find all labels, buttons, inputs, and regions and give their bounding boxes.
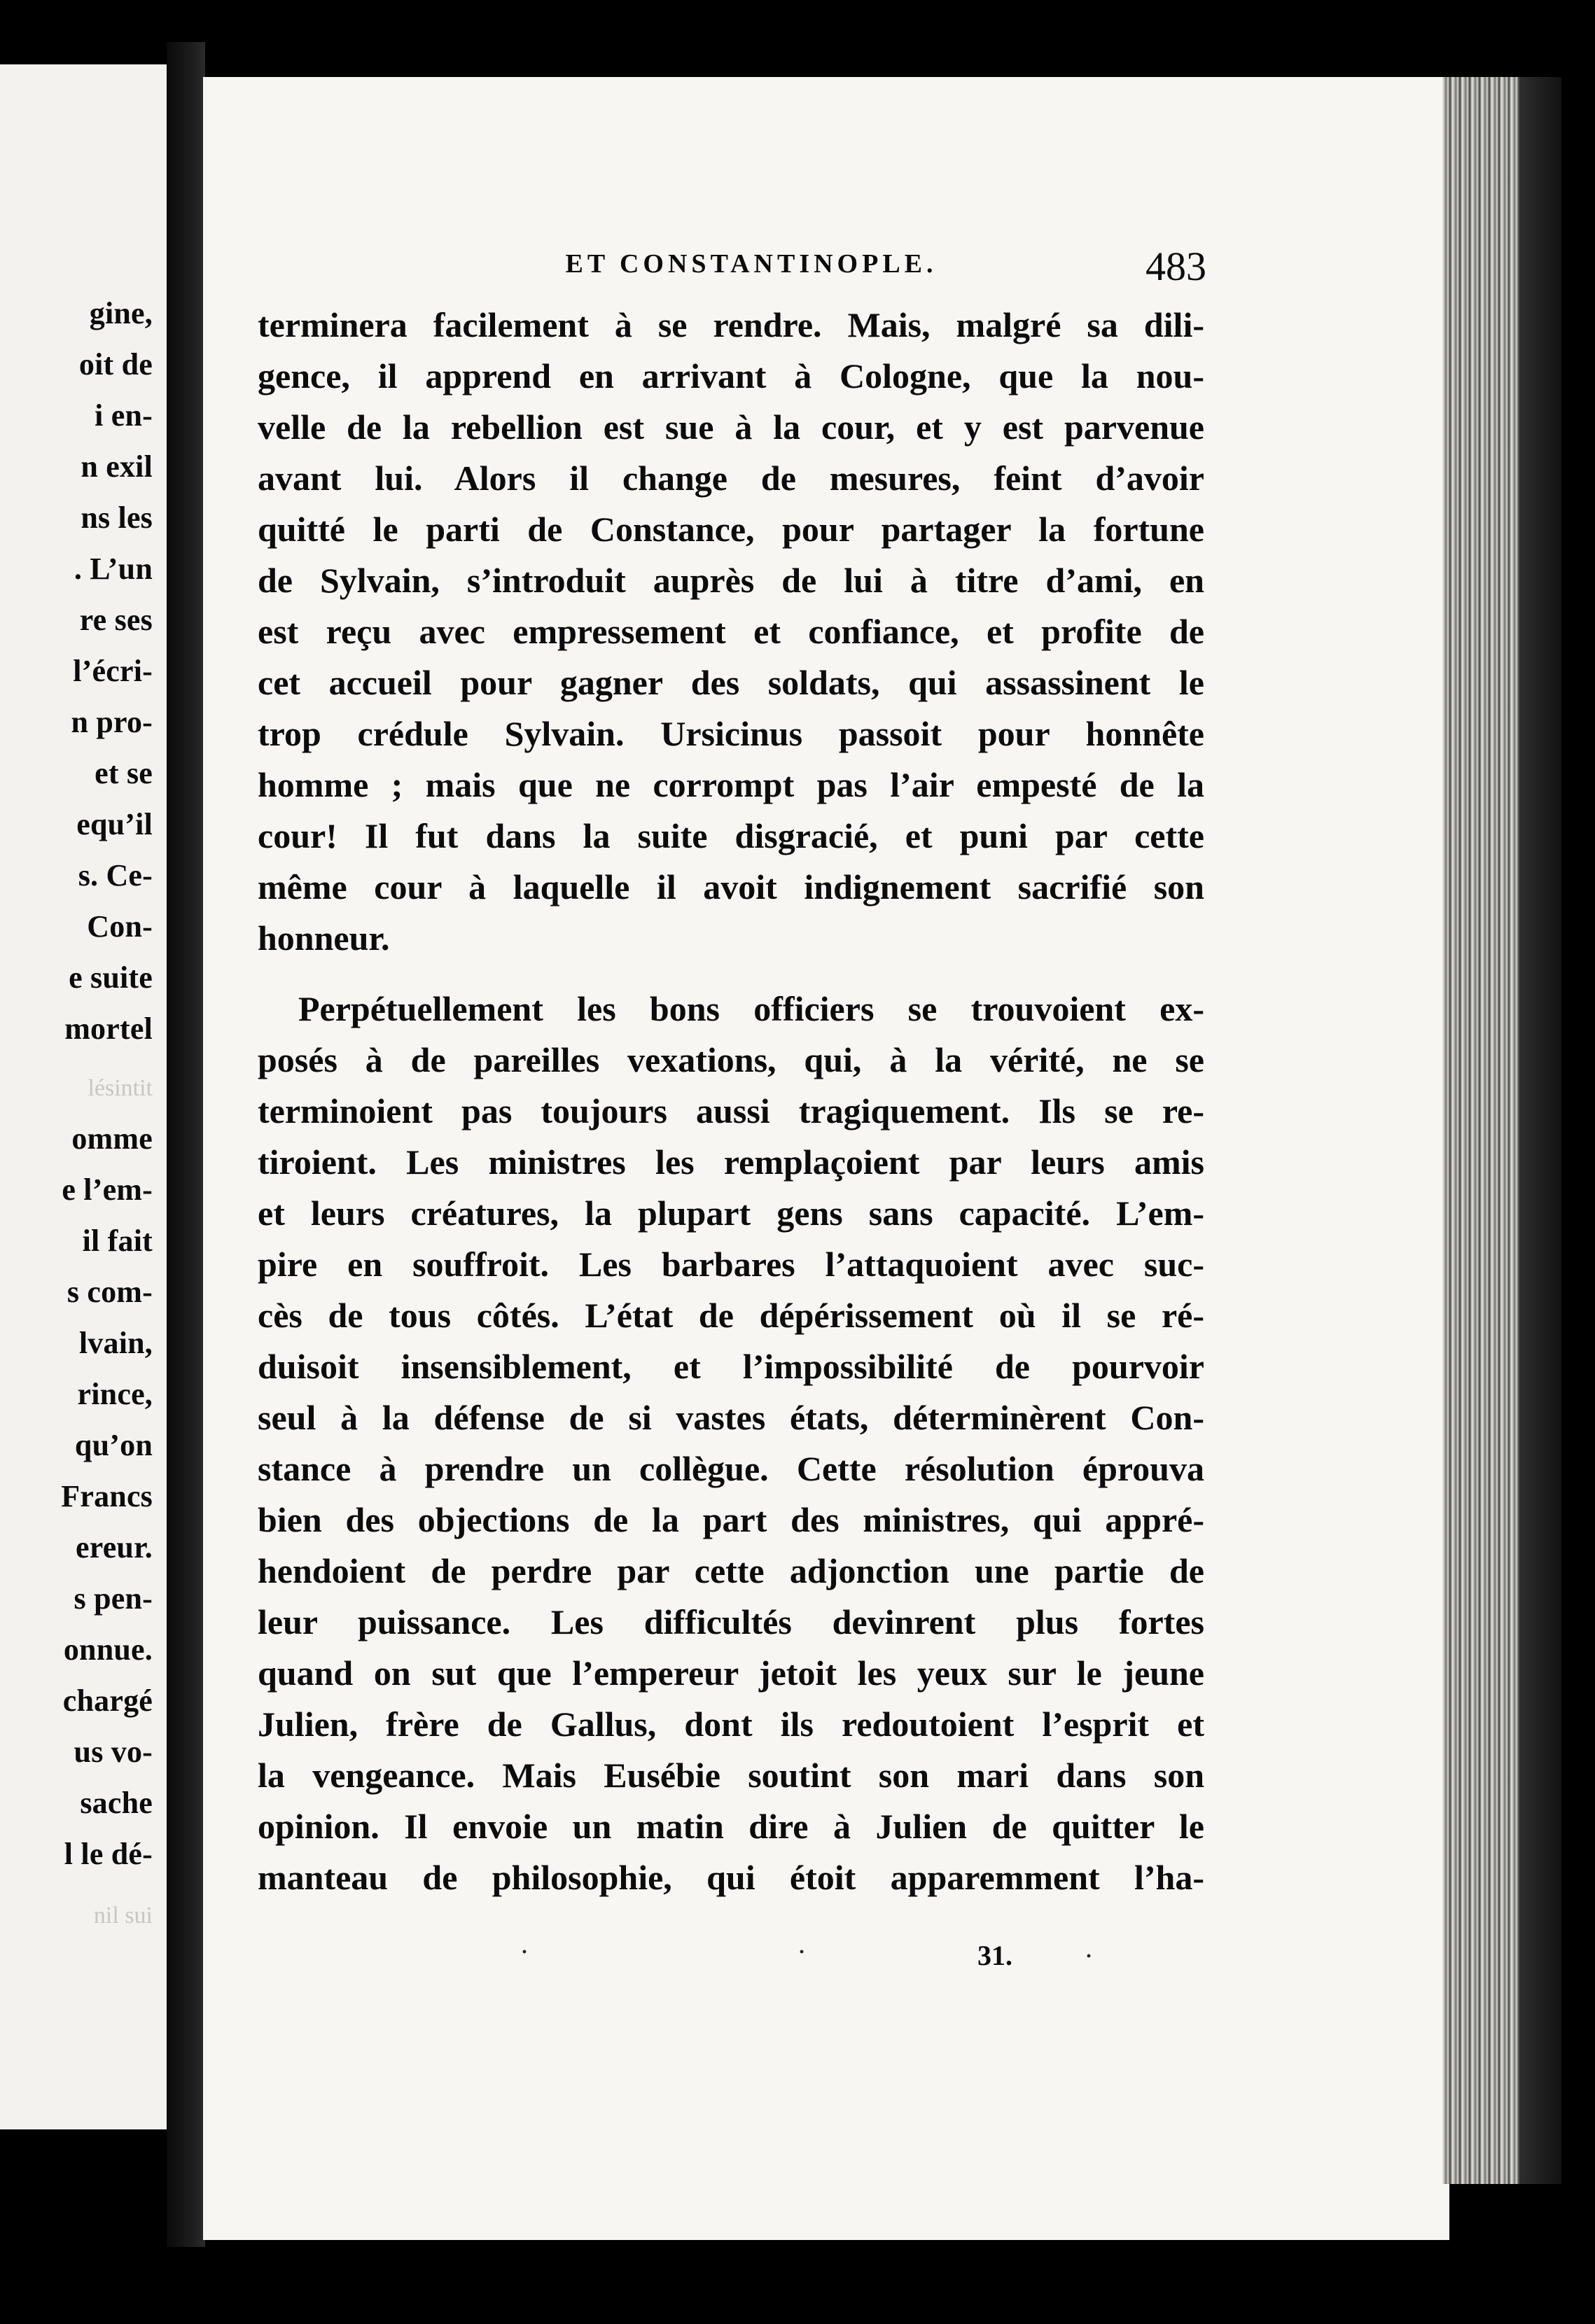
left-page-fragment: il fait bbox=[82, 1224, 153, 1258]
text-line: homme ; mais que ne corrompt pas l’air empesté de la bbox=[258, 765, 1204, 804]
text-line: hendoient de perdre par cette adjonction une partie de bbox=[258, 1551, 1204, 1590]
print-speck: · bbox=[521, 1940, 529, 1963]
text-line: quitté le parti de Constance, pour partager la fortune bbox=[258, 510, 1204, 549]
text-line: terminoient pas toujours aussi tragiquement. Ils se re- bbox=[258, 1091, 1204, 1130]
left-page-fragment: et se bbox=[95, 756, 153, 790]
left-page-fragment: n exil bbox=[81, 449, 153, 484]
left-page-fragment: e suite bbox=[69, 960, 153, 995]
page-number: 483 bbox=[1145, 244, 1206, 289]
text-line: la vengeance. Mais Eusébie soutint son mari dans son bbox=[258, 1756, 1204, 1795]
text-line: manteau de philosophie, qui étoit apparemment l’ha- bbox=[258, 1858, 1204, 1897]
text-line: Julien, frère de Gallus, dont ils redoutoient l’esprit et bbox=[258, 1704, 1204, 1744]
text-line: tiroient. Les ministres les remplaçoient par leurs amis bbox=[258, 1142, 1204, 1182]
left-page-fragment: qu’on bbox=[74, 1428, 153, 1462]
left-page-fragment: sache bbox=[80, 1786, 153, 1820]
left-page-fragment: rince, bbox=[77, 1377, 153, 1411]
left-page-fragment: oit de bbox=[78, 347, 153, 382]
left-page-fragment: l le dé- bbox=[64, 1837, 153, 1871]
left-page-fragment: s pen- bbox=[74, 1581, 153, 1616]
left-page-fragment: omme bbox=[71, 1121, 153, 1156]
text-line: opinion. Il envoie un matin dire à Julien de quitter le bbox=[258, 1807, 1204, 1846]
text-line: seul à la défense de si vastes états, déterminèrent Con- bbox=[258, 1398, 1204, 1437]
left-page-fragment: equ’il bbox=[76, 807, 153, 841]
left-page-fragment: us vo- bbox=[74, 1735, 153, 1769]
left-page-fragment: lvain, bbox=[78, 1326, 153, 1360]
text-line: cet accueil pour gagner des soldats, qui assassinent le bbox=[258, 663, 1204, 702]
page-edges-shadow bbox=[1519, 77, 1561, 2184]
book-gutter-shadow bbox=[167, 42, 205, 2247]
left-page-fragment: e l’em- bbox=[62, 1172, 153, 1207]
print-speck: · bbox=[798, 1940, 806, 1963]
left-page-fragment: Con- bbox=[87, 909, 153, 944]
text-line: stance à prendre un collègue. Cette résolution éprouva bbox=[258, 1449, 1204, 1488]
left-page-show-through: nil sui bbox=[93, 1903, 153, 1928]
left-page-fragment: onnue. bbox=[63, 1632, 153, 1667]
text-line: même cour à laquelle il avoit indignement sacrifié son bbox=[258, 867, 1204, 906]
left-page-fragment: l’écri- bbox=[73, 654, 153, 688]
text-line: cour! Il fut dans la suite disgracié, et puni par cette bbox=[258, 816, 1204, 855]
body-text bbox=[258, 300, 1204, 1903]
left-page-fragment: chargé bbox=[62, 1684, 153, 1718]
text-line: de Sylvain, s’introduit auprès de lui à titre d’ami, en bbox=[258, 561, 1204, 600]
left-page-fragment: ns les bbox=[81, 500, 153, 535]
text-line: gence, il apprend en arrivant à Cologne, que la nou- bbox=[258, 356, 1204, 396]
text-line: duisoit insensiblement, et l’impossibilité de pourvoir bbox=[258, 1347, 1204, 1386]
left-page-show-through: lésintit bbox=[88, 1075, 153, 1101]
text-line: Perpétuellement les bons officiers se trouvoient ex- bbox=[298, 989, 1204, 1028]
left-page-fragment: Francs bbox=[61, 1479, 153, 1513]
text-line: et leurs créatures, la plupart gens sans capacité. L’em- bbox=[258, 1194, 1204, 1233]
paragraph bbox=[258, 300, 1204, 964]
text-line: velle de la rebellion est sue à la cour, et y est parvenue bbox=[258, 407, 1204, 447]
text-line: avant lui. Alors il change de mesures, feint d’avoir bbox=[258, 458, 1204, 498]
left-page-fragment: i en- bbox=[95, 398, 153, 433]
running-head bbox=[0, 244, 1595, 290]
left-page-fragment: . L’un bbox=[74, 552, 153, 586]
left-page-fragment: gine, bbox=[89, 296, 153, 330]
text-line: trop crédule Sylvain. Ursicinus passoit pour honnête bbox=[258, 714, 1204, 753]
left-page-fragment: s. Ce- bbox=[78, 858, 153, 892]
left-page-fragment: n pro- bbox=[71, 705, 153, 739]
signature-mark: 31. bbox=[977, 1940, 1012, 1971]
left-page-fragment: ereur. bbox=[76, 1530, 153, 1564]
left-page-fragment: s com- bbox=[67, 1275, 153, 1309]
text-line: bien des objections de la part des ministres, qui appré- bbox=[258, 1500, 1204, 1539]
left-page-fragment: mortel bbox=[64, 1011, 153, 1046]
text-line: est reçu avec empressement et confiance, et profite de bbox=[258, 612, 1204, 651]
text-line: quand on sut que l’empereur jetoit les yeux sur le jeune bbox=[258, 1653, 1204, 1693]
left-page-fragment: re ses bbox=[79, 603, 153, 637]
text-line: leur puissance. Les difficultés devinrent plus fortes bbox=[258, 1602, 1204, 1642]
running-title: ET CONSTANTINOPLE. bbox=[565, 249, 938, 279]
paragraph bbox=[258, 983, 1204, 1903]
text-line: honneur. bbox=[258, 918, 390, 958]
print-speck: · bbox=[1085, 1945, 1093, 1968]
text-line: cès de tous côtés. L’état de dépérissement où il se ré- bbox=[258, 1296, 1204, 1335]
previous-page-fragment bbox=[0, 64, 167, 2129]
text-line: posés à de pareilles vexations, qui, à la vérité, ne se bbox=[258, 1040, 1204, 1079]
text-line: pire en souffroit. Les barbares l’attaquoient avec suc- bbox=[258, 1245, 1204, 1284]
text-line: terminera facilement à se rendre. Mais, malgré sa dili- bbox=[258, 305, 1204, 344]
